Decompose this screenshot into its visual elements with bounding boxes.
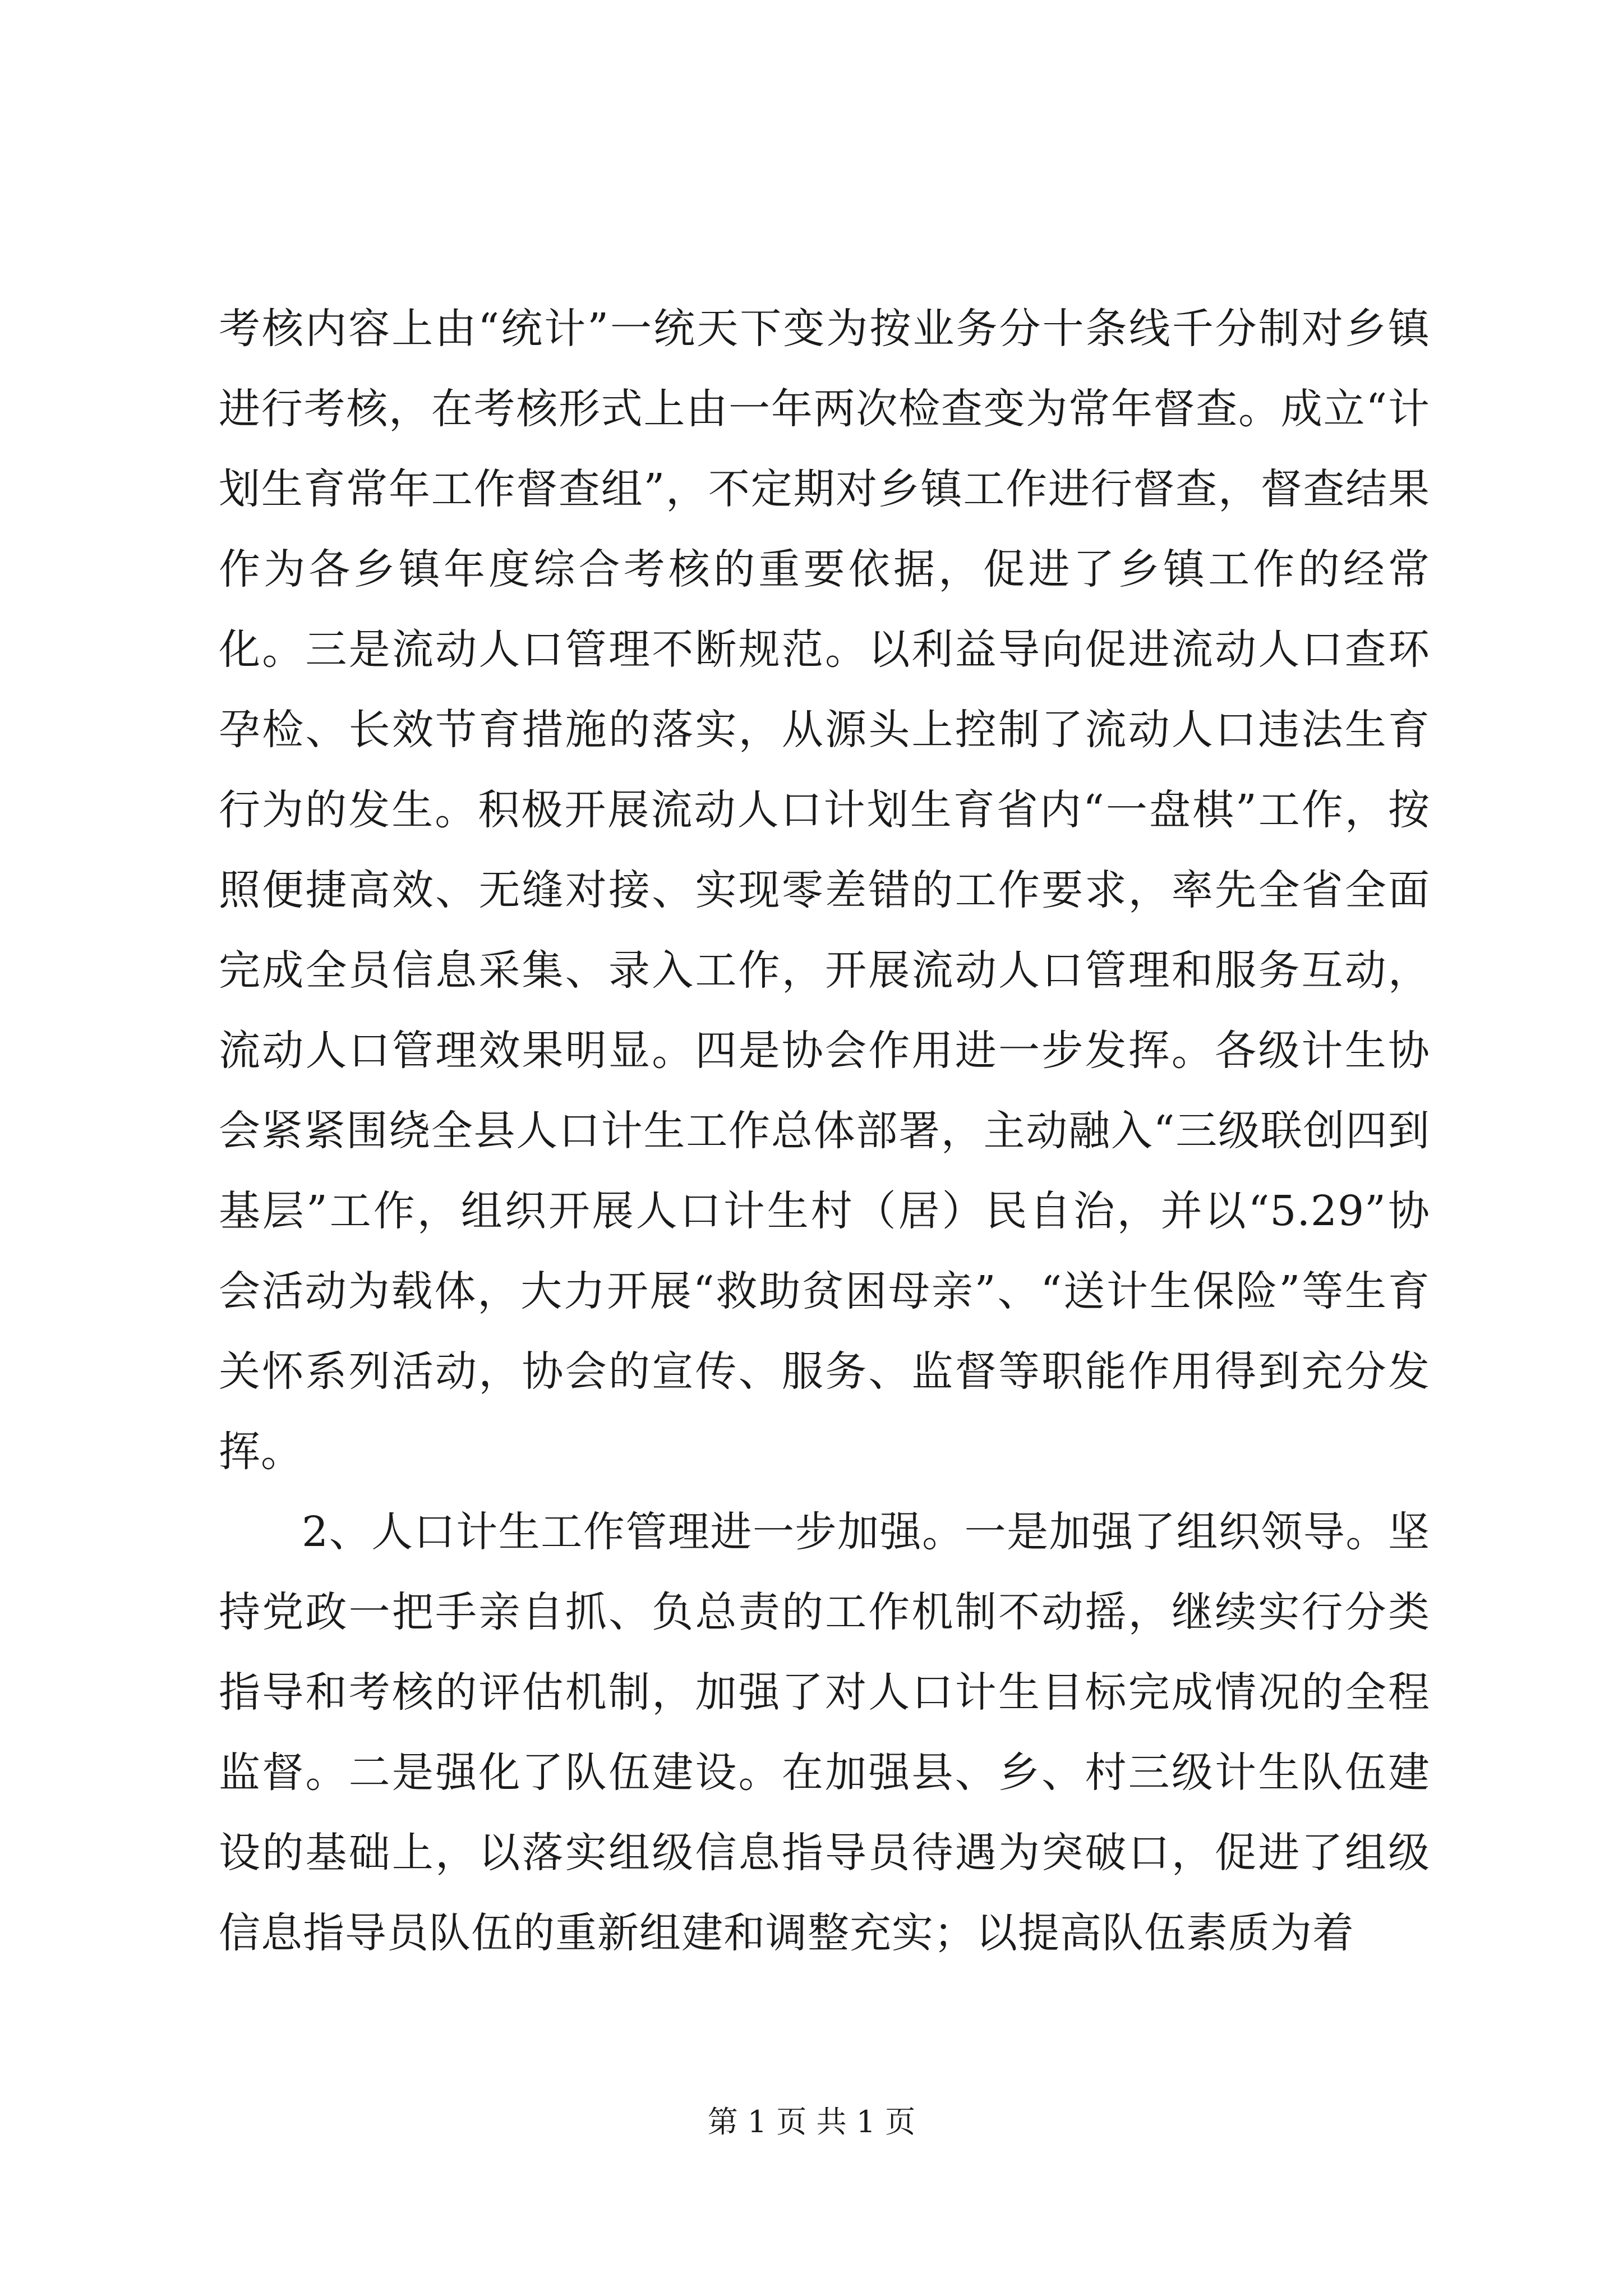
- body-paragraph-2: 2、人口计生工作管理进一步加强。一是加强了组织领导。坚持党政一把手亲自抓、负总责的工作机制不动摇，继续实行分类指导和考核的评估机制，加强了对人口计生目标完成情况的全程监督。二是强化了队伍建设。在加强县、乡、村三级计生队伍建设的基础上，以落实组级信息指导员待遇为突破口，促进了组级信息指导员队伍的重新组建和调整充实；以提高队伍素质为着: [219, 1508, 1430, 1957]
- document-body: [219, 289, 1430, 1973]
- body-paragraph-1: 考核内容上由“统计”一统天下变为按业务分十条线千分制对乡镇进行考核，在考核形式上由一年两次检查变为常年督查。成立“计划生育常年工作督查组”，不定期对乡镇工作进行督查，督查结果作为各乡镇年度综合考核的重要依据，促进了乡镇工作的经常化。三是流动人口管理不断规范。以利益导向促进流动人口查环孕检、长效节育措施的落实，从源头上控制了流动人口违法生育行为的发生。积极开展流动人口计划生育省内“一盘棋”工作，按照便捷高效、无缝对接、实现零差错的工作要求，率先全省全面完成全员信息采集、录入工作，开展流动人口管理和服务互动，流动人口管理效果明显。四是协会作用进一步发挥。各级计生协会紧紧围绕全县人口计生工作总体部署，主动融入“三级联创四到基层”工作，组织开展人口计生村（居）民自治，并以“5.29”协会活动为载体，大力开展“救助贫困母亲”、“送计生保险”等生育关怀系列活动，协会的宣传、服务、监督等职能作用得到充分发挥。: [219, 305, 1430, 1476]
- page-footer: 第 1 页 共 1 页: [707, 2104, 916, 2139]
